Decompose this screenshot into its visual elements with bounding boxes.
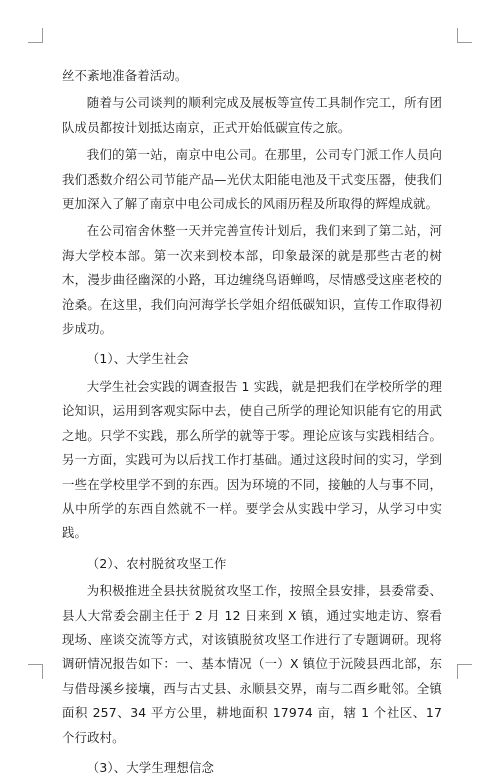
- section-heading-2: （2）、农村脱贫攻坚工作: [86, 555, 227, 571]
- document-body: [62, 64, 442, 783]
- crop-mark-bottom-left: [28, 664, 43, 679]
- paragraph-social-practice: 大学生社会实践的调查报告 1 实践，就是把我们在学校所学的理论知识，运用到客观实际中去，使自己所学的理论知识能有它的用武之地。只学不实践，那么所学的就等于零。理论应该与实践相结合。另一方面，实践可为以后找工作打基础。通过这段时间的实习，学到一些在学校里学不到的东西。因为环境的不同，接触的人与事不同，从中所学的东西自然就不一样。要学会从实践中学习，从学习中实践。: [62, 378, 442, 541]
- section-heading-1: （1）、大学生社会: [86, 351, 189, 367]
- crop-mark-top-right: [457, 28, 472, 43]
- paragraph-second-stop: 在公司宿舍休整一天并完善宣传计划后，我们来到了第二站，河海大学校本部。第一次来到校本部，印象最深的就是那些古老的树木，漫步曲径幽深的小路，耳边缠绕鸟语蝉鸣，尽情感受这座老校的沧桑。在这里，我们向河海学长学姐介绍低碳知识，宣传工作取得初步成功。: [62, 223, 442, 337]
- paragraph-arrival: 随着与公司谈判的顺利完成及展板等宣传工具制作完工，所有团队成员都按计划抵达南京，正式开始低碳宣传之旅。: [62, 95, 442, 135]
- paragraph-continuation: 丝不紊地准备着活动。: [62, 68, 188, 83]
- paragraph-poverty-alleviation: 为积极推进全县扶贫脱贫攻坚工作，按照全县安排，县委常委、县人大常委会副主任于 2 月 12 日来到 X 镇，通过实地走访、察看现场、座谈交流等方式，对该镇脱贫攻坚工作进行了专题调研。现将调研情况报告如下：一、基本情况（一）X 镇位于沅陵县西北部，东与借母溪乡接壤，西与古丈县、永顺县交界，南与二酉乡毗邻。全镇面积 257、34 平方公里，耕地面积 17974 亩，辖 1 个社区、17 个行政村。: [62, 583, 442, 745]
- crop-mark-top-left: [28, 28, 43, 43]
- paragraph-first-stop: 我们的第一站，南京中电公司。在那里，公司专门派工作人员向我们悉数介绍公司节能产品—光伏太阳能电池及干式变压器，使我们更加深入了解了南京中电公司成长的风雨历程及所取得的辉煌成就。: [62, 147, 442, 212]
- crop-mark-bottom-right: [457, 664, 472, 679]
- section-heading-3: （3）、大学生理想信念: [86, 759, 215, 775]
